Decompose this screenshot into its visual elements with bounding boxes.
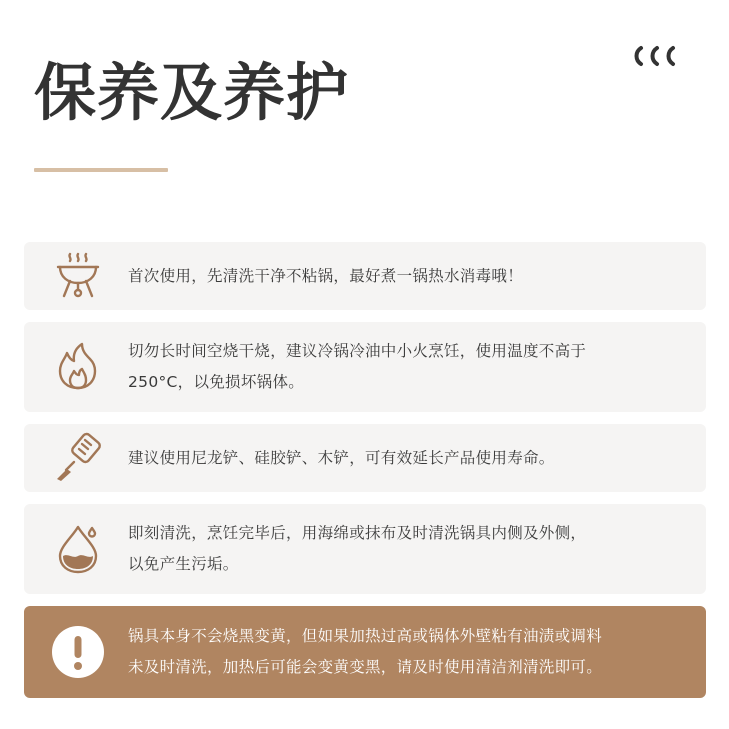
care-tip-line: 250°C，以免损坏锅体。 — [128, 373, 305, 391]
care-tip-line: 建议使用尼龙铲、硅胶铲、木铲，可有效延长产品使用寿命。 — [128, 448, 555, 467]
care-tip-card — [24, 424, 706, 492]
warning-notice-card — [24, 606, 706, 698]
flame-icon — [50, 339, 106, 395]
warning-notice-line: 锅具本身不会烧黑变黄，但如果加热过高或锅体外壁粘有油渍或调料 — [128, 627, 603, 645]
warning-notice-text — [128, 621, 690, 683]
exclamation-icon — [50, 624, 106, 680]
page-title: 保养及养护 — [34, 56, 350, 129]
spatula-icon — [50, 430, 106, 486]
title-underline — [34, 168, 168, 172]
care-tip-line: 以免产生污垢。 — [128, 555, 239, 573]
quote-marks-icon — [632, 44, 692, 68]
care-tip-text — [128, 518, 690, 580]
warning-notice-line: 未及时清洗，加热后可能会变黄变黑，请及时使用清洁剂清洗即可。 — [128, 658, 603, 676]
care-tip-text — [128, 336, 690, 398]
water-drop-icon — [50, 521, 106, 577]
care-tip-text — [128, 443, 690, 474]
care-tip-line: 切勿长时间空烧干烧，建议冷锅冷油中小火烹饪，使用温度不高于 — [128, 342, 587, 360]
care-tip-line: 即刻清洗，烹饪完毕后，用海绵或抹布及时清洗锅具内侧及外侧， — [128, 524, 587, 542]
care-tip-card — [24, 504, 706, 594]
care-tip-text — [128, 261, 690, 292]
care-tip-line: 首次使用，先清洗干净不粘锅，最好煮一锅热水消毒哦！ — [128, 266, 524, 285]
care-tip-card — [24, 242, 706, 310]
grill-icon — [50, 248, 106, 304]
care-tip-card — [24, 322, 706, 412]
